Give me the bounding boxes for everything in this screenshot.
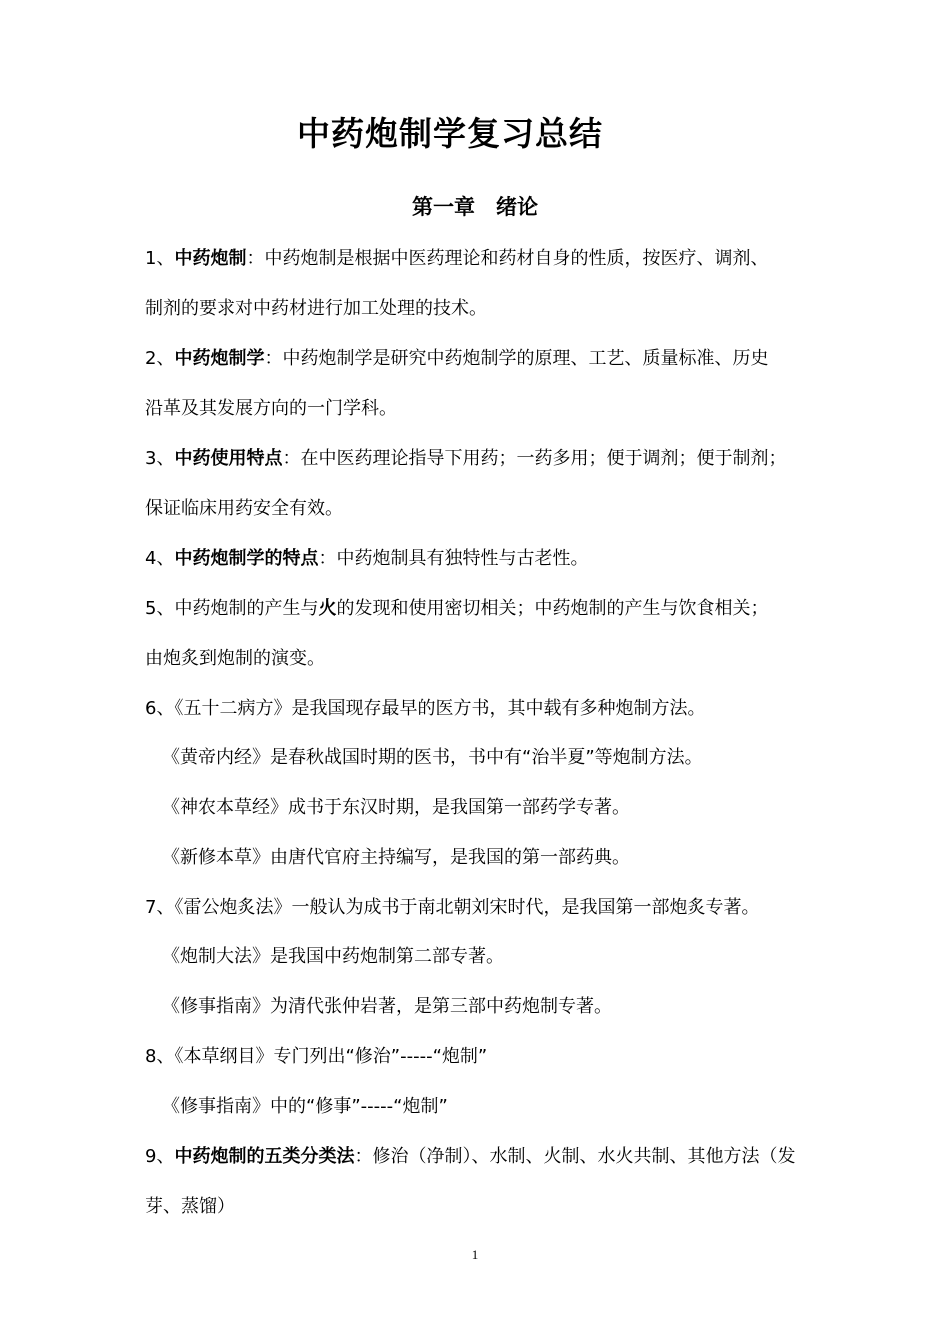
chapter-heading: 第一章 绪论 (412, 195, 538, 219)
page-number: 1 (471, 1247, 479, 1262)
paragraph-text: 5、中药炮制的产生与 (145, 598, 319, 619)
paragraph-text: ：中药炮制学是研究中药炮制学的原理、工艺、质量标准、历史 (264, 348, 769, 369)
item-number: 9、 (145, 1146, 175, 1167)
paragraph-1-continued: 制剂的要求对中药材进行加工处理的技术。 (145, 298, 487, 319)
term-bold: 中药炮制的五类分类法 (174, 1146, 355, 1167)
item-number: 1、 (145, 248, 175, 269)
paragraph-2 (145, 347, 768, 371)
paragraph-7-line-1: 7、《雷公炮炙法》一般认为成书于南北朝刘宋时代，是我国第一部炮炙专著。 (145, 897, 760, 918)
paragraph-text: ：中药炮制具有独特性与古老性。 (318, 548, 589, 569)
paragraph-6-line-4: 《新修本草》由唐代官府主持编写，是我国的第一部药典。 (162, 847, 630, 868)
term-bold: 中药炮制学的特点 (174, 548, 319, 569)
paragraph-text: 的发现和使用密切相关；中药炮制的产生与饮食相关； (336, 598, 769, 619)
item-number: 2、 (145, 348, 175, 369)
paragraph-6-line-1: 6、《五十二病方》是我国现存最早的医方书，其中载有多种炮制方法。 (145, 698, 706, 719)
paragraph-7-line-3: 《修事指南》为清代张仲岩著，是第三部中药炮制专著。 (162, 996, 612, 1017)
paragraph-6-line-3: 《神农本草经》成书于东汉时期，是我国第一部药学专著。 (162, 797, 630, 818)
document-title: 中药炮制学复习总结 (297, 114, 603, 153)
paragraph-8-line-1: 8、《本草纲目》专门列出“修治”-----“炮制” (145, 1046, 488, 1067)
paragraph-text: ：中药炮制是根据中医药理论和药材自身的性质，按医疗、调剂、 (246, 248, 769, 269)
paragraph-2-continued: 沿革及其发展方向的一门学科。 (145, 398, 397, 419)
paragraph-7-line-2: 《炮制大法》是我国中药炮制第二部专著。 (162, 946, 504, 967)
paragraph-9-continued: 芽、蒸馏） (145, 1196, 235, 1217)
paragraph-3 (145, 447, 786, 471)
paragraph-text: ：修治（净制）、水制、火制、水火共制、其他方法（发 (354, 1146, 796, 1167)
paragraph-9 (145, 1145, 795, 1169)
paragraph-5-continued: 由炮炙到炮制的演变。 (145, 648, 325, 669)
term-bold: 中药使用特点 (174, 448, 283, 469)
term-bold: 中药炮制 (174, 248, 247, 269)
item-number: 4、 (145, 548, 175, 569)
term-bold: 中药炮制学 (174, 348, 265, 369)
paragraph-5 (145, 597, 768, 621)
item-number: 3、 (145, 448, 175, 469)
paragraph-6-line-2: 《黄帝内经》是春秋战国时期的医书，书中有“治半夏”等炮制方法。 (162, 747, 703, 768)
paragraph-text: ：在中医药理论指导下用药；一药多用；便于调剂；便于制剂； (282, 448, 787, 469)
term-bold: 火 (318, 598, 337, 619)
paragraph-8-line-2: 《修事指南》中的“修事”-----“炮制” (162, 1096, 448, 1117)
paragraph-4 (145, 547, 588, 571)
paragraph-1 (145, 247, 768, 271)
paragraph-3-continued: 保证临床用药安全有效。 (145, 498, 343, 519)
